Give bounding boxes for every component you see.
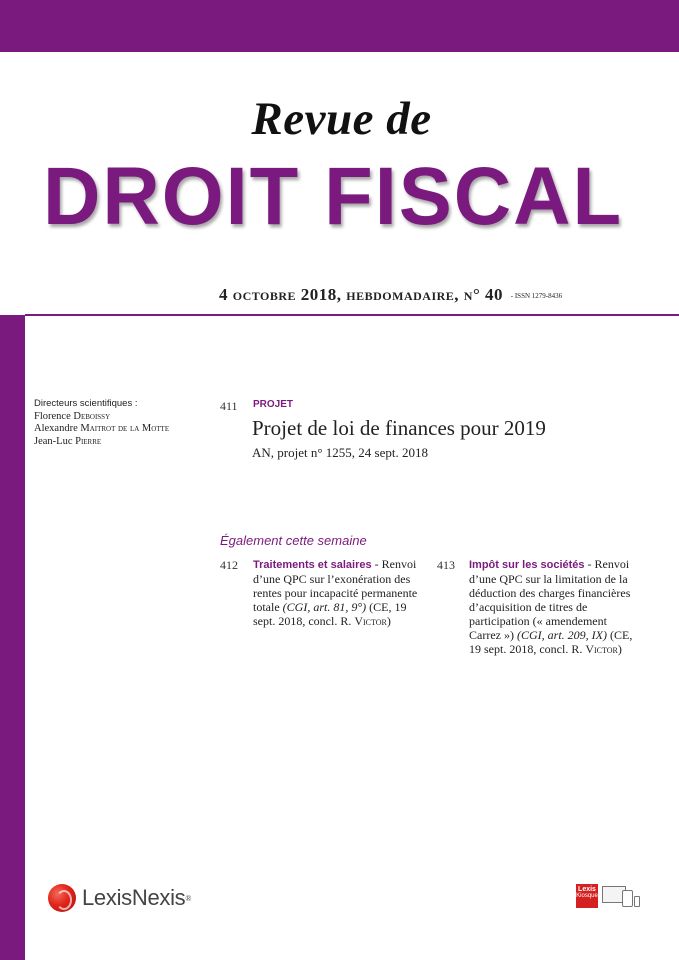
brief-legal-reference: (CGI, art. 209, IX) [516, 628, 607, 642]
masthead-title: DROIT FISCAL [43, 151, 624, 242]
phone-icon [634, 896, 640, 907]
brief-legal-reference: (CGI, art. 81, 9°) [282, 600, 367, 614]
kiosque-logo: Lexis Kiosque [576, 884, 598, 908]
director-name: Alexandre Maitrot de la Motte [34, 423, 170, 434]
main-article-reference: AN, projet n° 1255, 24 sept. 2018 [252, 445, 428, 460]
lexisnexis-globe-icon [48, 884, 76, 912]
masthead-pre-title: Revue de [251, 93, 432, 145]
issn: - ISSN 1279-8436 [510, 292, 563, 301]
main-article-label: PROJET [253, 399, 294, 410]
issue-line [219, 285, 562, 305]
side-purple-band [0, 315, 25, 960]
lexis-kiosque-badge [576, 884, 640, 908]
masthead-rule [25, 314, 679, 316]
registered-mark: ® [185, 893, 192, 903]
main-article-number: 411 [220, 399, 238, 413]
main-article-title[interactable]: Projet de loi de finances pour 2019 [252, 416, 546, 440]
also-this-week-heading: Également cette semaine [220, 533, 367, 548]
directors-heading: Directeurs scientifiques : [34, 398, 138, 409]
brief-title: Impôt sur les sociétés [469, 559, 585, 571]
issue-date-number: 4 octobre 2018, hebdomadaire, n° 40 [219, 285, 504, 304]
brief-number: 412 [220, 558, 238, 572]
brief-title: Traitements et salaires [253, 559, 372, 571]
brief-number: 413 [437, 558, 455, 572]
tablet-icon [622, 890, 633, 907]
director-name: Jean-Luc Pierre [34, 435, 102, 447]
brief-item[interactable]: Impôt sur les sociétés - Renvoi d’une QPC sur la limitation de la déduction des charges financières d’acquisition de titres de participation (« amendement Carrez ») (CGI, art. 209, IX) (CE, 19 sept. 2018, concl. R. Victor) [469, 557, 633, 656]
devices-icon [600, 884, 640, 908]
top-purple-band [0, 0, 679, 52]
publisher-name: LexisNexis [82, 885, 186, 910]
brief-item[interactable]: Traitements et salaires - Renvoi d’une QPC sur l’exonération des rentes pour incapacité permanente totale (CGI, art. 81, 9°) (CE, 19 sept. 2018, concl. R. Victor) [253, 557, 418, 628]
scientific-directors [34, 398, 169, 448]
director-name: Florence Deboissy [34, 410, 111, 422]
lexisnexis-logo [48, 884, 191, 912]
